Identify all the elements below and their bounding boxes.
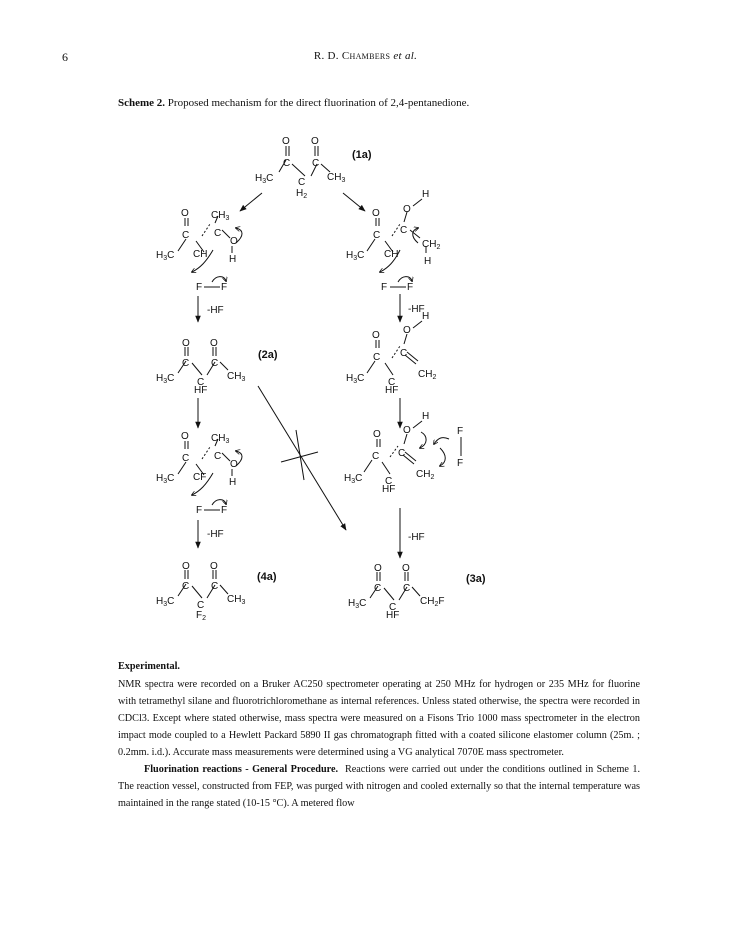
atom-c: C (283, 158, 291, 169)
atom-label: O (210, 561, 218, 572)
atom-label: 3 (351, 478, 356, 485)
atom-label (156, 250, 174, 262)
atom-label: F (196, 505, 203, 516)
atom-label: 2 (303, 193, 308, 200)
compound-label-1a: (1a) (352, 149, 372, 161)
atom-label: 3 (353, 255, 358, 262)
atom-label: O (181, 431, 189, 442)
atom-label (211, 210, 229, 222)
atom-label: C (400, 225, 408, 236)
atom-label: O (372, 208, 380, 219)
hf-elimination-label: -HF (207, 529, 224, 540)
atom-label: C (403, 583, 411, 594)
compound-label-3a: (3a) (466, 573, 486, 585)
atom-label: C (355, 473, 363, 484)
atom-label (296, 188, 307, 200)
atom-label: O (181, 208, 189, 219)
atom-label: C (167, 596, 175, 607)
atom-label: C (266, 173, 274, 184)
atom-label: F (457, 458, 464, 469)
hf-elimination-label: -HF (207, 305, 224, 316)
atom-label: F (457, 426, 464, 437)
atom-label: O (403, 204, 411, 215)
atom-label: HF (194, 385, 208, 396)
atom-label: H (255, 173, 263, 184)
atom-label: C (167, 373, 175, 384)
running-head-et-al: et al. (393, 50, 418, 62)
atom-label: 3 (163, 378, 168, 385)
atom-label: 3 (241, 599, 246, 606)
atom-label (418, 369, 436, 381)
atom-label: 3 (163, 255, 168, 262)
atom-label: CH (211, 433, 226, 444)
atom-label: CH (227, 594, 242, 605)
atom-label: HF (382, 484, 396, 495)
atom-label: 2 (436, 244, 441, 251)
atom-label: 2 (434, 601, 439, 608)
atom-label: CH (418, 369, 433, 380)
atom-label: F (196, 282, 203, 293)
atom-label: 3 (225, 215, 230, 222)
compound-label-2a: (2a) (258, 349, 278, 361)
atom-label: C (357, 373, 365, 384)
atom-label (196, 610, 206, 622)
atom-label: C (182, 230, 190, 241)
atom-label: CH (416, 469, 431, 480)
atom-label: CH (420, 596, 435, 607)
atom-label: H (422, 311, 430, 322)
atom-label: CH (211, 210, 226, 221)
atom-label: C (182, 358, 190, 369)
atom-label: C (398, 448, 406, 459)
atom-label (156, 596, 174, 608)
atom-label: F (407, 282, 414, 293)
atom-label: C (374, 583, 382, 594)
atom-label: H (346, 250, 354, 261)
atom-label: C (359, 598, 367, 609)
atom-label (344, 473, 362, 485)
compound-label-4a: (4a) (257, 571, 277, 583)
atom-label: F (381, 282, 388, 293)
atom-o: O (311, 136, 319, 147)
atom-label: H (346, 373, 354, 384)
atom-label: CH (327, 172, 342, 183)
atom-label (156, 373, 174, 385)
atom-label: C (167, 250, 175, 261)
atom-label: H (344, 473, 352, 484)
scheme-caption-label: Scheme 2. (118, 97, 166, 109)
experimental-paragraph-2 (118, 761, 640, 812)
atom-label: H (156, 373, 164, 384)
atom-label (346, 373, 364, 385)
atom-label: O (403, 325, 411, 336)
general-procedure-heading: Fluorination reactions - General Procedure. (144, 764, 339, 775)
atom-label: 3 (163, 601, 168, 608)
scheme-caption-text: Proposed mechanism for the direct fluorination of 2,4-pentanedione. (167, 97, 470, 109)
atom-label (327, 172, 345, 184)
atom-label: CH (384, 249, 399, 260)
general-procedure-text: Reactions were carried out under the conditions outlined in Scheme 1. The reaction vessel, constructed from FEP, was purged with nitrogen and cooled externally so that the internal temperature was maintained in the range stated (10-15 °C). A metered flow (118, 764, 640, 809)
atom-label: O (373, 429, 381, 440)
experimental-heading: Experimental. (118, 661, 180, 672)
atom-label: C (197, 377, 205, 388)
atom-label: H (156, 250, 164, 261)
atom-label: O (374, 563, 382, 574)
atom-label: C (211, 358, 219, 369)
atom-label: CF (193, 472, 207, 483)
atom-label (156, 473, 174, 485)
atom-label: 3 (353, 378, 358, 385)
atom-label: C (167, 473, 175, 484)
atom-label: HF (386, 610, 400, 621)
atom-label: H (422, 189, 430, 200)
atom-label: C (214, 228, 222, 239)
atom-label: C (372, 451, 380, 462)
atom-label: H (348, 598, 356, 609)
atom-label: 3 (341, 177, 346, 184)
atom-label: C (214, 451, 222, 462)
atom-label (422, 239, 440, 251)
atom-c: C (298, 177, 306, 188)
atom-label: O (182, 338, 190, 349)
atom-label: C (385, 476, 393, 487)
atom-label: C (197, 600, 205, 611)
atom-label: H (424, 256, 432, 267)
atom-label: O (402, 563, 410, 574)
atom-label: 2 (432, 374, 437, 381)
atom-label (420, 596, 444, 608)
atom-label: 3 (241, 376, 246, 383)
atom-label: 2 (430, 474, 435, 481)
atom-label: O (230, 459, 238, 470)
atom-label (416, 469, 434, 481)
atom-label (211, 433, 229, 445)
atom-label: C (357, 250, 365, 261)
hf-elimination-label: -HF (408, 304, 425, 315)
atom-label (227, 594, 245, 606)
atom-label (227, 371, 245, 383)
page-number: 6 (62, 50, 68, 64)
atom-label: O (403, 425, 411, 436)
atom-label: H (422, 411, 430, 422)
atom-label: C (388, 377, 396, 388)
atom-label: CH (227, 371, 242, 382)
atom-label: 2 (202, 615, 207, 622)
atom-label (348, 598, 366, 610)
atom-label: 3 (262, 178, 267, 185)
atom-label: 3 (355, 603, 360, 610)
atom-label: H (296, 188, 304, 199)
atom-label: 3 (225, 438, 230, 445)
experimental-paragraph-1: NMR spectra were recorded on a Bruker AC250 spectrometer operating at 250 MHz for hydrogen or 235 MHz for fluorine with tetramethyl silane and fluorotrichloromethane as internal references. Unless stated otherwise, the spectra were recorded in CDCl3. Except where stated otherwise, mass spectra were measured on a Fisons Trio 1000 mass spectrometer in the electron impact mode coupled to a Hewlett Packard 5890 II gas chromatograph fitted with a coated silicone elastomer column (25m. ; 0.2mm. i.d.). Accurate mass measurements were determined using a VG analytical 7070E mass spectrometer. (118, 679, 640, 758)
atom-label: C (373, 352, 381, 363)
atom-label: 3 (163, 478, 168, 485)
atom-label: C (389, 602, 397, 613)
atom-label (255, 173, 273, 185)
running-head-author: R. D. Chambers (313, 50, 391, 62)
atom-label: H (156, 473, 164, 484)
atom-label: O (230, 236, 238, 247)
atom-label: H (156, 596, 164, 607)
atom-label: C (373, 230, 381, 241)
atom-label: F (196, 610, 203, 621)
atom-label: H (229, 254, 237, 265)
atom-label: CH (422, 239, 437, 250)
atom-label (346, 250, 364, 262)
atom-c: C (312, 158, 320, 169)
experimental-section (118, 658, 640, 812)
atom-o: O (282, 136, 290, 147)
atom-label: H (229, 477, 237, 488)
atom-label: O (210, 338, 218, 349)
atom-label: C (182, 453, 190, 464)
atom-label: C (182, 581, 190, 592)
atom-label: CH (193, 249, 208, 260)
atom-label: C (400, 348, 408, 359)
atom-label: O (372, 330, 380, 341)
atom-label: C (211, 581, 219, 592)
atom-label: HF (385, 385, 399, 396)
atom-label: F (438, 596, 445, 607)
atom-label: F (221, 282, 228, 293)
atom-label: O (182, 561, 190, 572)
hf-elimination-label: -HF (408, 532, 425, 543)
atom-label: F (221, 505, 228, 516)
